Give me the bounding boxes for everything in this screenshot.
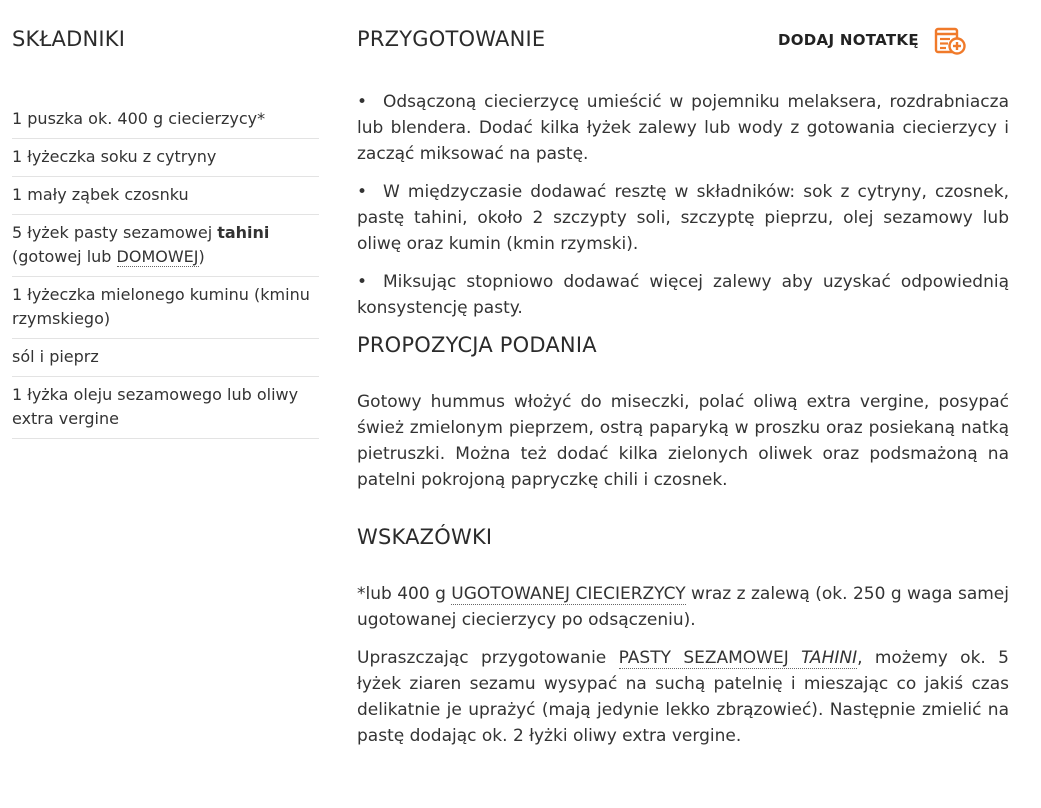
ingredient-text: 1 mały ząbek czosnku (12, 185, 189, 204)
tips-text: Upraszczając przygotowanie (357, 648, 619, 668)
preparation-steps (357, 89, 1009, 321)
ingredient-bold-text: tahini (217, 223, 270, 242)
ingredients-panel (12, 27, 319, 439)
ingredient-text: 1 łyżka oleju sezamowego lub oliwy extra vergine (12, 385, 299, 428)
sesame-paste-link[interactable] (619, 648, 857, 669)
preparation-step: • W międzyczasie dodawać resztę w składników: sok z cytryny, czosnek, pastę tahini, około 2 szczypty soli, szczyptę pieprzu, olej sezamowy lub oliwę oraz kumin (kmin rzymski). (357, 179, 1009, 257)
tips-text: , możemy ok. 5 łyżek ziaren sezamu wysypać na suchą patelnię i mieszając co jakiś czas delikatnie je uprażyć (mają jedynie lekko zbrązowieć). Następnie zmielić na pastę dodając ok. 2 łyżki oliwy extra vergine. (357, 648, 1009, 746)
recipe-main (357, 27, 1009, 761)
add-note-button[interactable] (778, 23, 967, 57)
link-space (789, 648, 801, 668)
ingredient-text: ) (198, 247, 205, 266)
preparation-title: PRZYGOTOWANIE (357, 27, 546, 51)
ingredient-text: sól i pieprz (12, 347, 99, 366)
ingredients-title: SKŁADNIKI (12, 27, 126, 51)
serving-title: PROPOZYCJA PODANIA (357, 333, 597, 357)
ingredients-list (12, 107, 319, 439)
sesame-paste-link-text: PASTY SEZAMOWEJ (618, 648, 789, 668)
preparation-header (357, 27, 1009, 59)
ingredient-item (12, 177, 319, 215)
ingredient-text: 1 łyżeczka mielonego kuminu (kminu rzymskiego) (12, 285, 310, 328)
ingredient-item (12, 339, 319, 377)
tips-text: *lub 400 g (357, 584, 452, 604)
ingredient-text: 5 łyżek pasty sezamowej (12, 223, 218, 242)
tips-text: wraz z zalewą (ok. 250 g waga samej ugotowanej ciecierzycy po odsączeniu). (357, 584, 1009, 630)
preparation-step: • Miksując stopniowo dodawać więcej zalewy aby uzyskać odpowiednią konsystencję pasty. (357, 269, 1009, 321)
serving-text: Gotowy hummus włożyć do miseczki, polać oliwą extra vergine, posypać śwież zmielonym pieprzem, ostrą paparyką w proszku oraz posiekaną natką pietruszki. Można też dodać kilka zielonych oliwek oraz podsmażoną na patelni pokrojoną papryczkę chili i czosnek. (357, 392, 1009, 490)
tahini-italic-text: TAHINI (801, 648, 858, 668)
preparation-step: • Odsączoną ciecierzycę umieścić w pojemniku melaksera, rozdrabniacza lub blendera. Dodać kilka łyżek zalewy lub wody z gotowania ciecierzycy i zacząć miksować na pastę. (357, 89, 1009, 167)
homemade-tahini-link[interactable]: DOMOWEJ (116, 247, 199, 266)
ingredient-text: 1 łyżeczka soku z cytryny (12, 147, 217, 166)
ingredient-text: 1 puszka ok. 400 g ciecierzycy* (12, 109, 266, 128)
ingredient-item (12, 277, 319, 339)
cooked-chickpeas-link[interactable]: UGOTOWANEJ CIECIERZYCY (451, 584, 686, 604)
ingredient-item (12, 139, 319, 177)
ingredient-item (12, 215, 319, 277)
tips-paragraph-2 (357, 645, 1009, 749)
add-note-label: DODAJ NOTATKĘ (778, 31, 919, 49)
tips-paragraph-1 (357, 581, 1009, 633)
ingredient-item (12, 377, 319, 439)
tips-title: WSKAZÓWKI (357, 525, 493, 549)
add-note-icon (933, 23, 967, 57)
ingredient-item (12, 107, 319, 139)
ingredient-text: (gotowej lub (12, 247, 117, 266)
